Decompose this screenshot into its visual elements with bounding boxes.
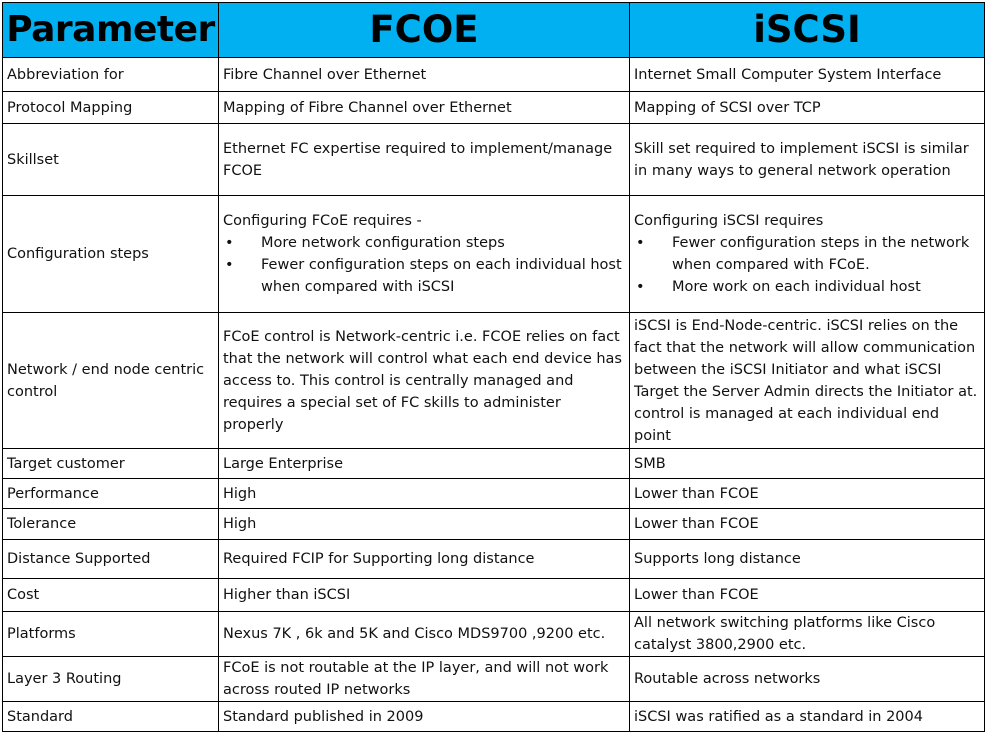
iscsi-cell: iSCSI was ratified as a standard in 2004 (630, 702, 985, 732)
iscsi-cell: Routable across networks (630, 657, 985, 702)
iscsi-cell: iSCSI is End-Node-centric. iSCSI relies on the fact that the network will allow communication between the iSCSI Initiator and what iSCSI Target the Server Admin directs the Initiator at. control is managed at each individual end point (630, 313, 985, 449)
comparison-table (2, 2, 985, 732)
parameter-cell: Cost (3, 579, 219, 612)
parameter-cell: Skillset (3, 124, 219, 196)
table-row (3, 657, 985, 702)
parameter-cell: Platforms (3, 612, 219, 657)
fcoe-cell: Required FCIP for Supporting long distance (219, 540, 630, 579)
list-item: • More work on each individual host (634, 276, 980, 298)
header-row (3, 3, 985, 58)
header-iscsi: iSCSI (630, 3, 985, 58)
parameter-cell: Standard (3, 702, 219, 732)
list-item: • Fewer configuration steps on each individual host when compared with iSCSI (223, 254, 625, 298)
iscsi-cell: Mapping of SCSI over TCP (630, 92, 985, 124)
parameter-cell: Protocol Mapping (3, 92, 219, 124)
iscsi-config-intro: Configuring iSCSI requires (634, 213, 824, 229)
iscsi-config-list (634, 232, 980, 298)
fcoe-cell: FCoE control is Network-centric i.e. FCOE relies on fact that the network will control what each end device has access to. This control is centrally managed and requires a special set of FC skills to administer properly (219, 313, 630, 449)
fcoe-cell: Ethernet FC expertise required to implement/manage FCOE (219, 124, 630, 196)
header-parameter: Parameter (3, 3, 219, 58)
table-row (3, 702, 985, 732)
fcoe-config-list (223, 232, 625, 298)
table-row (3, 579, 985, 612)
list-item: • More network configuration steps (223, 232, 625, 254)
table-body (3, 58, 985, 732)
fcoe-cell: High (219, 479, 630, 509)
fcoe-cell (219, 196, 630, 313)
iscsi-cell: Lower than FCOE (630, 509, 985, 540)
iscsi-cell: Skill set required to implement iSCSI is similar in many ways to general network operation (630, 124, 985, 196)
table-row (3, 124, 985, 196)
iscsi-cell: Lower than FCOE (630, 479, 985, 509)
table-row (3, 479, 985, 509)
table-row (3, 92, 985, 124)
fcoe-cell: Nexus 7K , 6k and 5K and Cisco MDS9700 ,9200 etc. (219, 612, 630, 657)
fcoe-cell: Standard published in 2009 (219, 702, 630, 732)
fcoe-cell: High (219, 509, 630, 540)
iscsi-cell: All network switching platforms like Cisco catalyst 3800,2900 etc. (630, 612, 985, 657)
table-row (3, 612, 985, 657)
fcoe-cell: Higher than iSCSI (219, 579, 630, 612)
parameter-cell: Abbreviation for (3, 58, 219, 92)
parameter-cell: Tolerance (3, 509, 219, 540)
parameter-cell: Layer 3 Routing (3, 657, 219, 702)
table-header (3, 3, 985, 58)
header-fcoe: FCOE (219, 3, 630, 58)
parameter-cell: Distance Supported (3, 540, 219, 579)
iscsi-cell (630, 196, 985, 313)
table-row (3, 540, 985, 579)
iscsi-cell: Supports long distance (630, 540, 985, 579)
iscsi-cell: Lower than FCOE (630, 579, 985, 612)
parameter-cell: Performance (3, 479, 219, 509)
table-row (3, 196, 985, 313)
parameter-cell: Target customer (3, 449, 219, 479)
table-row (3, 449, 985, 479)
parameter-cell: Network / end node centric control (3, 313, 219, 449)
fcoe-cell: Fibre Channel over Ethernet (219, 58, 630, 92)
table-row (3, 58, 985, 92)
fcoe-config-intro: Configuring FCoE requires - (223, 213, 422, 229)
table-row (3, 313, 985, 449)
fcoe-cell: Large Enterprise (219, 449, 630, 479)
fcoe-cell: Mapping of Fibre Channel over Ethernet (219, 92, 630, 124)
iscsi-cell: SMB (630, 449, 985, 479)
list-item: • Fewer configuration steps in the network when compared with FCoE. (634, 232, 980, 276)
parameter-cell: Configuration steps (3, 196, 219, 313)
fcoe-cell: FCoE is not routable at the IP layer, and will not work across routed IP networks (219, 657, 630, 702)
iscsi-cell: Internet Small Computer System Interface (630, 58, 985, 92)
table-row (3, 509, 985, 540)
